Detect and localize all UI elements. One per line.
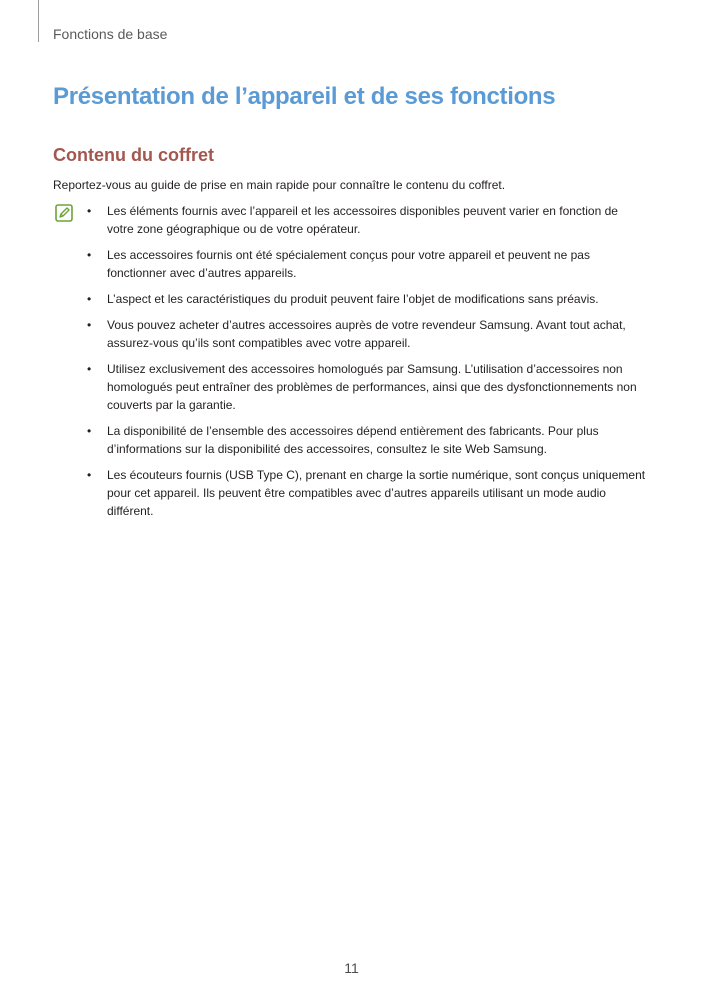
list-item: [87, 360, 647, 414]
bullet-icon: •: [87, 318, 92, 332]
bullet-icon: •: [87, 204, 92, 218]
bullet-icon: •: [87, 424, 92, 438]
list-item-text: L’aspect et les caractéristiques du produit peuvent faire l’objet de modifications sans préavis.: [107, 292, 599, 306]
list-item: [87, 466, 647, 520]
list-item-text: Les éléments fournis avec l’appareil et les accessoires disponibles peuvent varier en fonction de votre zone géographique ou de votre opérateur.: [107, 204, 618, 236]
note-list: [87, 202, 647, 528]
list-item-text: Vous pouvez acheter d’autres accessoires auprès de votre revendeur Samsung. Avant tout achat, assurez-vous qu’ils sont compatibles avec votre appareil.: [107, 318, 626, 350]
bullet-icon: •: [87, 292, 92, 306]
list-item: [87, 290, 647, 308]
list-item: [87, 202, 647, 238]
list-item: [87, 422, 647, 458]
bullet-icon: •: [87, 248, 92, 262]
bullet-icon: •: [87, 468, 92, 482]
page-number: 11: [344, 960, 359, 976]
list-item-text: Les écouteurs fournis (USB Type C), prenant en charge la sortie numérique, sont conçus uniquement pour cet appareil. Ils peuvent être compatibles avec d’autres appareils utilisant un mode audio différent.: [107, 468, 646, 518]
intro-text: Reportez-vous au guide de prise en main rapide pour connaître le contenu du coffret.: [53, 178, 506, 192]
list-item-text: Utilisez exclusivement des accessoires homologués par Samsung. L’utilisation d’accessoires non homologués peut entraîner des problèmes de performances, ainsi que des dysfonctionnements non couverts par la garantie.: [107, 362, 637, 412]
page-title: Présentation de l’appareil et de ses fonctions: [53, 83, 556, 110]
subsection-title: Contenu du coffret: [53, 145, 214, 165]
list-item: [87, 246, 647, 282]
section-label: Fonctions de base: [53, 26, 168, 42]
note-pencil-icon: [55, 204, 73, 222]
list-item-text: Les accessoires fournis ont été spécialement conçus pour votre appareil et peuvent ne pas fonctionner avec d’autres appareils.: [107, 248, 590, 280]
bullet-icon: •: [87, 362, 92, 376]
header-divider: [38, 0, 39, 42]
list-item-text: La disponibilité de l’ensemble des accessoires dépend entièrement des fabricants. Pour plus d’informations sur la disponibilité des accessoires, consultez le site Web Samsung.: [107, 424, 599, 456]
list-item: [87, 316, 647, 352]
